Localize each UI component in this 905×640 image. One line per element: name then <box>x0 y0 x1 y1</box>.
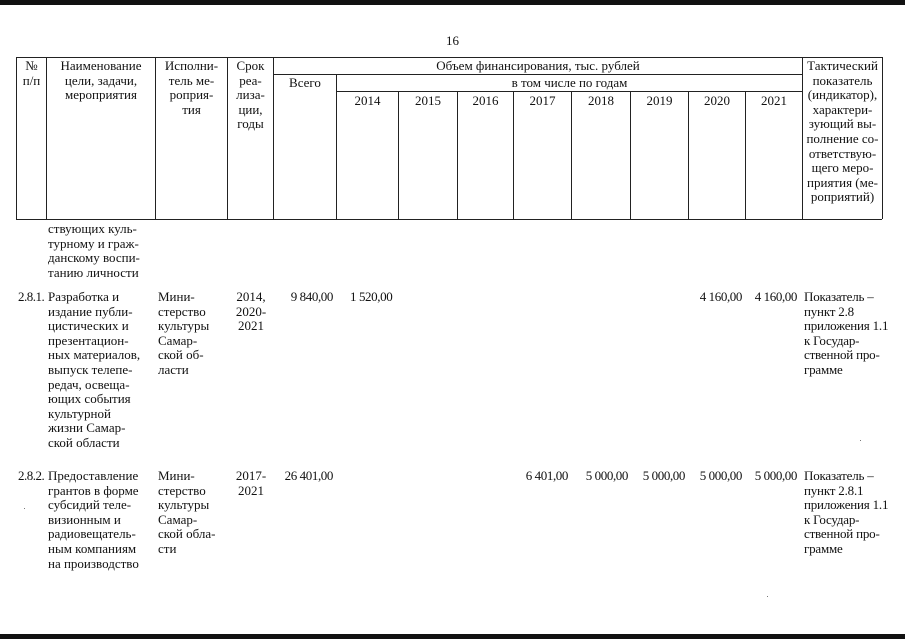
row-value-2017: 6 401,00 <box>525 468 568 483</box>
header-year: 2016 <box>472 93 499 108</box>
header-name: Наименование цели, задачи, мероприятия <box>60 58 142 103</box>
row-term: 2017- 2021 <box>235 468 267 498</box>
col-border <box>398 91 399 219</box>
scan-speck <box>860 440 861 441</box>
row-value-2018: 5 000,00 <box>585 468 628 483</box>
bottom-scan-border <box>0 634 905 639</box>
row-indicator: Показатель – пункт 2.8.1 приложения 1.1 к Государ- ственной про- грамме <box>804 468 889 556</box>
header-year: 2019 <box>646 93 673 108</box>
row-value-2021: 5 000,00 <box>754 468 797 483</box>
header-executor: Исполни- тель ме- роприя- тия <box>164 58 219 117</box>
row-total: 26 401,00 <box>284 468 333 483</box>
row-num: 2.8.2. <box>18 468 45 483</box>
col-border <box>571 91 572 219</box>
row-total: 9 840,00 <box>290 289 333 304</box>
row-value-2020: 5 000,00 <box>699 468 742 483</box>
col-border <box>688 91 689 219</box>
header-year: 2014 <box>354 93 381 108</box>
header-year: 2018 <box>588 93 614 108</box>
header-by-years: в том числе по годам <box>511 75 628 90</box>
header-indicator: Тактический показатель (индикатор), характери- зующий вы- полнение со- ответствую- щего меро- приятия (ме- роприятий) <box>806 58 879 205</box>
header-year: 2017 <box>529 93 556 108</box>
col-border <box>513 91 514 219</box>
continuation-text: ствующих куль- турному и граж- данскому воспи- танию личности <box>48 221 140 280</box>
row-indicator: Показатель – пункт 2.8 приложения 1.1 к Государ- ственной про- грамме <box>804 289 889 377</box>
header-term: Срок реа- лиза- ции, годы <box>236 58 265 132</box>
scan-speck <box>24 508 25 509</box>
row-executor: Мини- стерство культуры Самар- ской об- ласти <box>158 289 210 377</box>
row-name: Предоставление грантов в форме субсидий теле- визионным и радиовещатель- ным компаниям на производство <box>48 468 139 571</box>
col-border <box>457 91 458 219</box>
row-value-2014: 1 520,00 <box>350 289 393 304</box>
row-value-2020: 4 160,00 <box>699 289 742 304</box>
col-border <box>882 57 883 219</box>
years-header-divider <box>336 91 803 92</box>
header-funding: Объем финансирования, тыс. рублей <box>436 58 640 73</box>
col-border <box>745 91 746 219</box>
header-year: 2015 <box>415 93 441 108</box>
scan-speck <box>767 596 768 597</box>
row-name: Разработка и издание публи- цистических и презентацион- ных материалов, выпуск телепе- редач, освеща- ющих события культурной жизни Самар- ской области <box>48 289 141 450</box>
col-border <box>630 91 631 219</box>
header-total: Всего <box>289 75 321 90</box>
page-number: 16 <box>446 33 459 48</box>
row-term: 2014, 2020- 2021 <box>235 289 267 334</box>
row-value-2019: 5 000,00 <box>642 468 685 483</box>
header-bottom-border <box>16 219 882 220</box>
row-value-2021: 4 160,00 <box>754 289 797 304</box>
header-year: 2021 <box>761 93 787 108</box>
header-year: 2020 <box>704 93 730 108</box>
header-num: № п/п <box>22 58 41 88</box>
row-executor: Мини- стерство культуры Самар- ской обла- сти <box>158 468 216 556</box>
row-num: 2.8.1. <box>18 289 45 304</box>
